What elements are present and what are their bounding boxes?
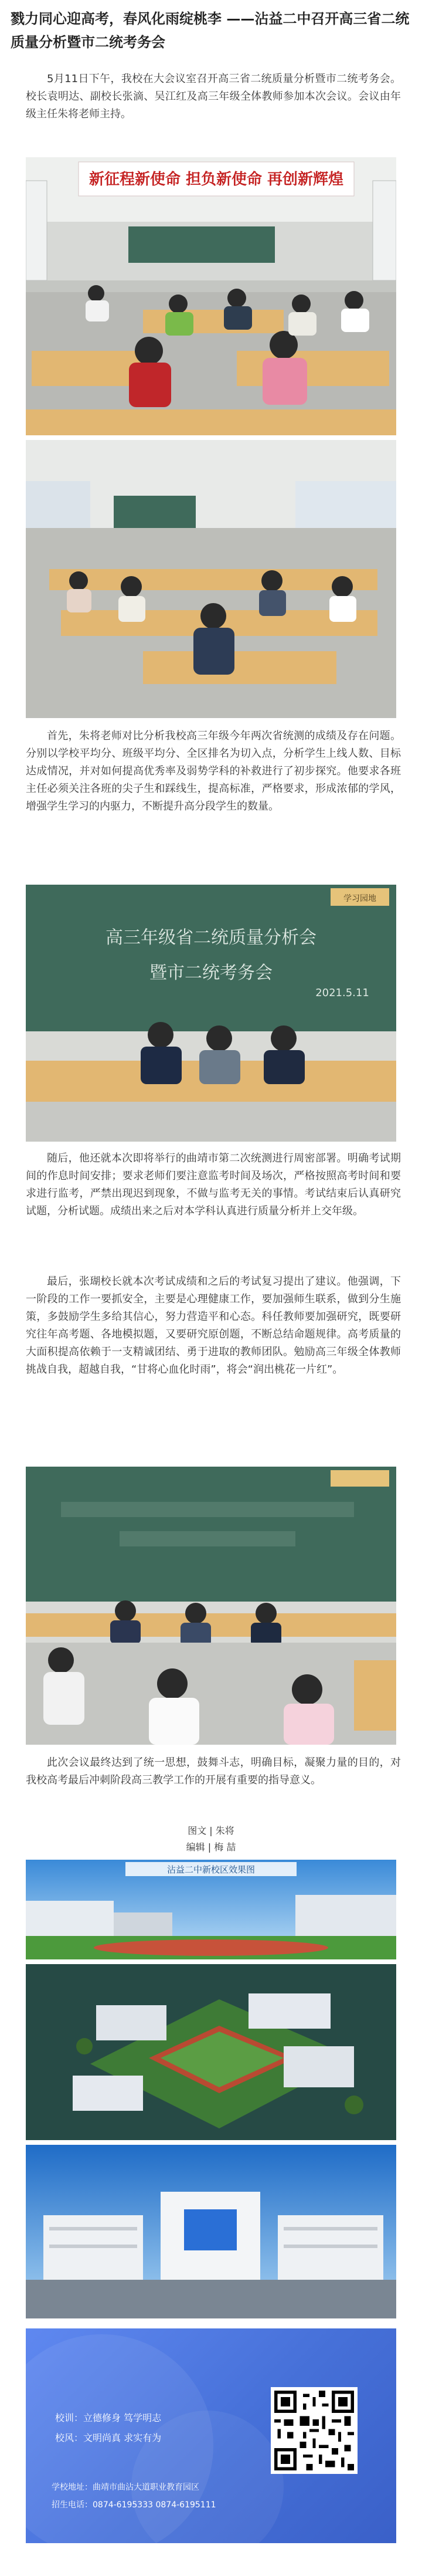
school-motto: 校训：立德修身 笃学明志 (55, 2412, 162, 2423)
board-text-line2: 暨市二统考务会 (149, 963, 273, 983)
photo-credit: 图文 | 朱将 (188, 1825, 234, 1836)
admission-phone: 招生电话：0874-6195333 0874-6195111 (52, 2500, 216, 2510)
paragraph-3: 随后，他还就本次即将举行的曲靖市第二次统测进行周密部署。明确考试期间的作息时间安排；要求老师们要注意监考时间及场次，严格按照高考时间和要求进行监考，严禁出现迟到现象，不做与监考无关的事情。考试结束后认真研究试题，分析试题。成绩出来之后对本学科认真进行质量分析并上交年级。 (26, 1152, 401, 1217)
board-text-line1: 高三年级省二统质量分析会 (106, 928, 316, 948)
school-info-card (26, 2328, 396, 2543)
campus-sign: 沾益二中新校区效果图 (166, 1864, 256, 1875)
meeting-photo-3 (26, 885, 396, 1142)
article-title: 戮力同心迎高考，春风化雨绽桃李 ——沾益二中召开高三省二统质量分析暨市二统考务会 (11, 11, 410, 50)
school-address: 学校地址：曲靖市曲沾大道职业教育园区 (52, 2483, 199, 2492)
meeting-photo-1 (26, 157, 396, 435)
qr-code-icon[interactable] (271, 2387, 358, 2474)
campus-render-2 (26, 1964, 396, 2140)
school-spirit: 校风：文明尚真 求实有为 (55, 2432, 162, 2443)
board-date: 2021.5.11 (315, 987, 369, 999)
paragraph-2: 首先，朱将老师对比分析我校高三年级今年两次省统测的成绩及存在问题。分别以学校平均分、班级平均分、全区排名为切入点，分析学生上线人数、目标达成情况，并对如何提高优秀率及弱势学科的补救进行了初步探究。他要求各班主任必须关注各班的尖子生和踩线生，提高标准，严格要求，形成浓郁的学风，增强学生学习的内驱力，不断提升高分段学生的数量。 (26, 730, 401, 813)
paragraph-1: 5月11日下午，我校在大会议室召开高三省二统质量分析暨市二统考务会。校长袁明达、副校长张滴、吴江红及高三年级全体教师参加本次会议。会议由年级主任朱将老师主持。 (26, 73, 401, 120)
campus-render-1 (26, 1860, 396, 1959)
editor-credit: 编辑 | 梅 喆 (186, 1842, 236, 1853)
meeting-photo-2 (26, 440, 396, 718)
meeting-photo-4 (26, 1467, 396, 1745)
banner-text: 新征程新使命 担负新使命 再创新辉煌 (89, 171, 344, 188)
campus-render-3 (26, 2145, 396, 2318)
paragraph-4: 最后，张瑚校长就本次考试成绩和之后的考试复习提出了建议。他强调，下一阶段的工作一要抓安全，主要是心理健康工作，要加强师生联系，做到分生施策，多鼓励学生多给其信心，努力营造平和心态。科任教师要加强研究，既要研究往年高考题、各地模拟题，又要研究原创题，不断总结命题规律。高考质量的大面积提高依赖于一支精诚团结、勇于进取的教师团队。勉励高三年级全体教师挑战自我，超越自我，“甘将心血化时雨”，将会“润出桃花一片红”。 (26, 1275, 401, 1376)
board-corner-label: 学习园地 (343, 894, 376, 903)
paragraph-5: 此次会议最终达到了统一思想，鼓舞斗志，明确目标，凝聚力量的目的，对我校高考最后冲刺阶段高三教学工作的开展有重要的指导意义。 (26, 1756, 401, 1786)
